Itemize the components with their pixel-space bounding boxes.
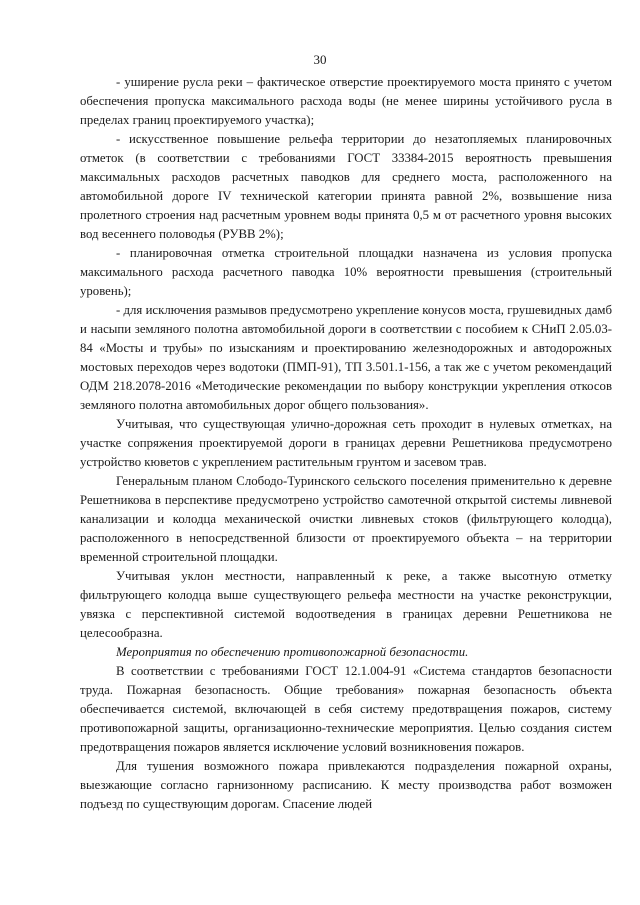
paragraph-terrain-raising: - искусственное повышение рельефа территории до незатопляемых планировочных отметок (в соответствии с требованиями ГОСТ 33384-2015 вероятность превышения максимальных расходов расчетных паводков для среднего моста, расположенного на автомобильной дороге IV технической категории принята равной 2%, возвышение низа пролетного строения над расчетным уровнем воды принята 0,5 м от расчетного уровня высоких вод весеннего половодья (РУВВ 2%); [80, 132, 612, 241]
body-text [80, 73, 612, 814]
paragraph-general-plan: Генеральным планом Слободо-Туринского сельского поселения применительно к деревне Решетникова в перспективе предусмотрено устройство самотечной открытой системы ливневой канализации и колодца механической очистки ливневых стоков (фильтрующего колодца), расположенного в непосредственной близости от проектируемого объекта – на территории временной строительной площадки. [80, 474, 612, 564]
paragraph-site-elevation: - планировочная отметка строительной площадки назначена из условия пропуска максимального расхода расчетного паводка 10% вероятности превышения (строительный уровень); [80, 246, 612, 298]
page-number: 30 [313, 52, 327, 67]
paragraph-road-ditches: Учитывая, что существующая улично-дорожная сеть проходит в нулевых отметках, на участке сопряжения проектируемой дороги в границах деревни Решетникова предусмотрено устройство кюветов с укреплением растительным грунтом и засевом трав. [80, 417, 612, 469]
paragraph-firefighting: Для тушения возможного пожара привлекаются подразделения пожарной охраны, выезжающие согласно гарнизонному расписанию. К месту производства работ возможен подъезд по существующим дорогам. Спасение людей [80, 759, 612, 811]
section-heading-fire-safety: Мероприятия по обеспечению противопожарной безопасности. [116, 645, 469, 659]
paragraph-channel-widening: - уширение русла реки – фактическое отверстие проектируемого моста принято с учетом обеспечения пропуска максимального расхода воды (не менее ширины устойчивого русла в пределах границ проектируемого участка); [80, 75, 612, 127]
paragraph-fire-safety-system: В соответствии с требованиями ГОСТ 12.1.004-91 «Система стандартов безопасности труда. Пожарная безопасность. Общие требования» пожарная безопасность объекта обеспечивается системой, включающей в себя систему предотвращения пожаров, систему противопожарной защиты, организационно-технические мероприятия. Целью создания систем предотвращения пожаров является исключение условий возникновения пожаров. [80, 664, 612, 754]
paragraph-drainage-linkage: Учитывая уклон местности, направленный к реке, а также высотную отметку фильтрующего колодца выше существующего рельефа местности на участке реконструкции, увязка с перспективной системой водоотведения в границах деревни Решетникова не целесообразна. [80, 569, 612, 640]
paragraph-erosion-protection: - для исключения размывов предусмотрено укрепление конусов моста, грушевидных дамб и насыпи земляного полотна автомобильной дороги в соответствии с пособием к СНиП 2.05.03-84 «Мосты и трубы» по изысканиям и проектированию железнодорожных и автодорожных мостовых переходов через водотоки (ПМП-91), ТП 3.501.1-156, а так же с учетом рекомендаций ОДМ 218.2078-2016 «Методические рекомендации по выбору конструкции укрепления откосов земляного полотна автомобильных дорог общего пользования». [80, 303, 612, 412]
